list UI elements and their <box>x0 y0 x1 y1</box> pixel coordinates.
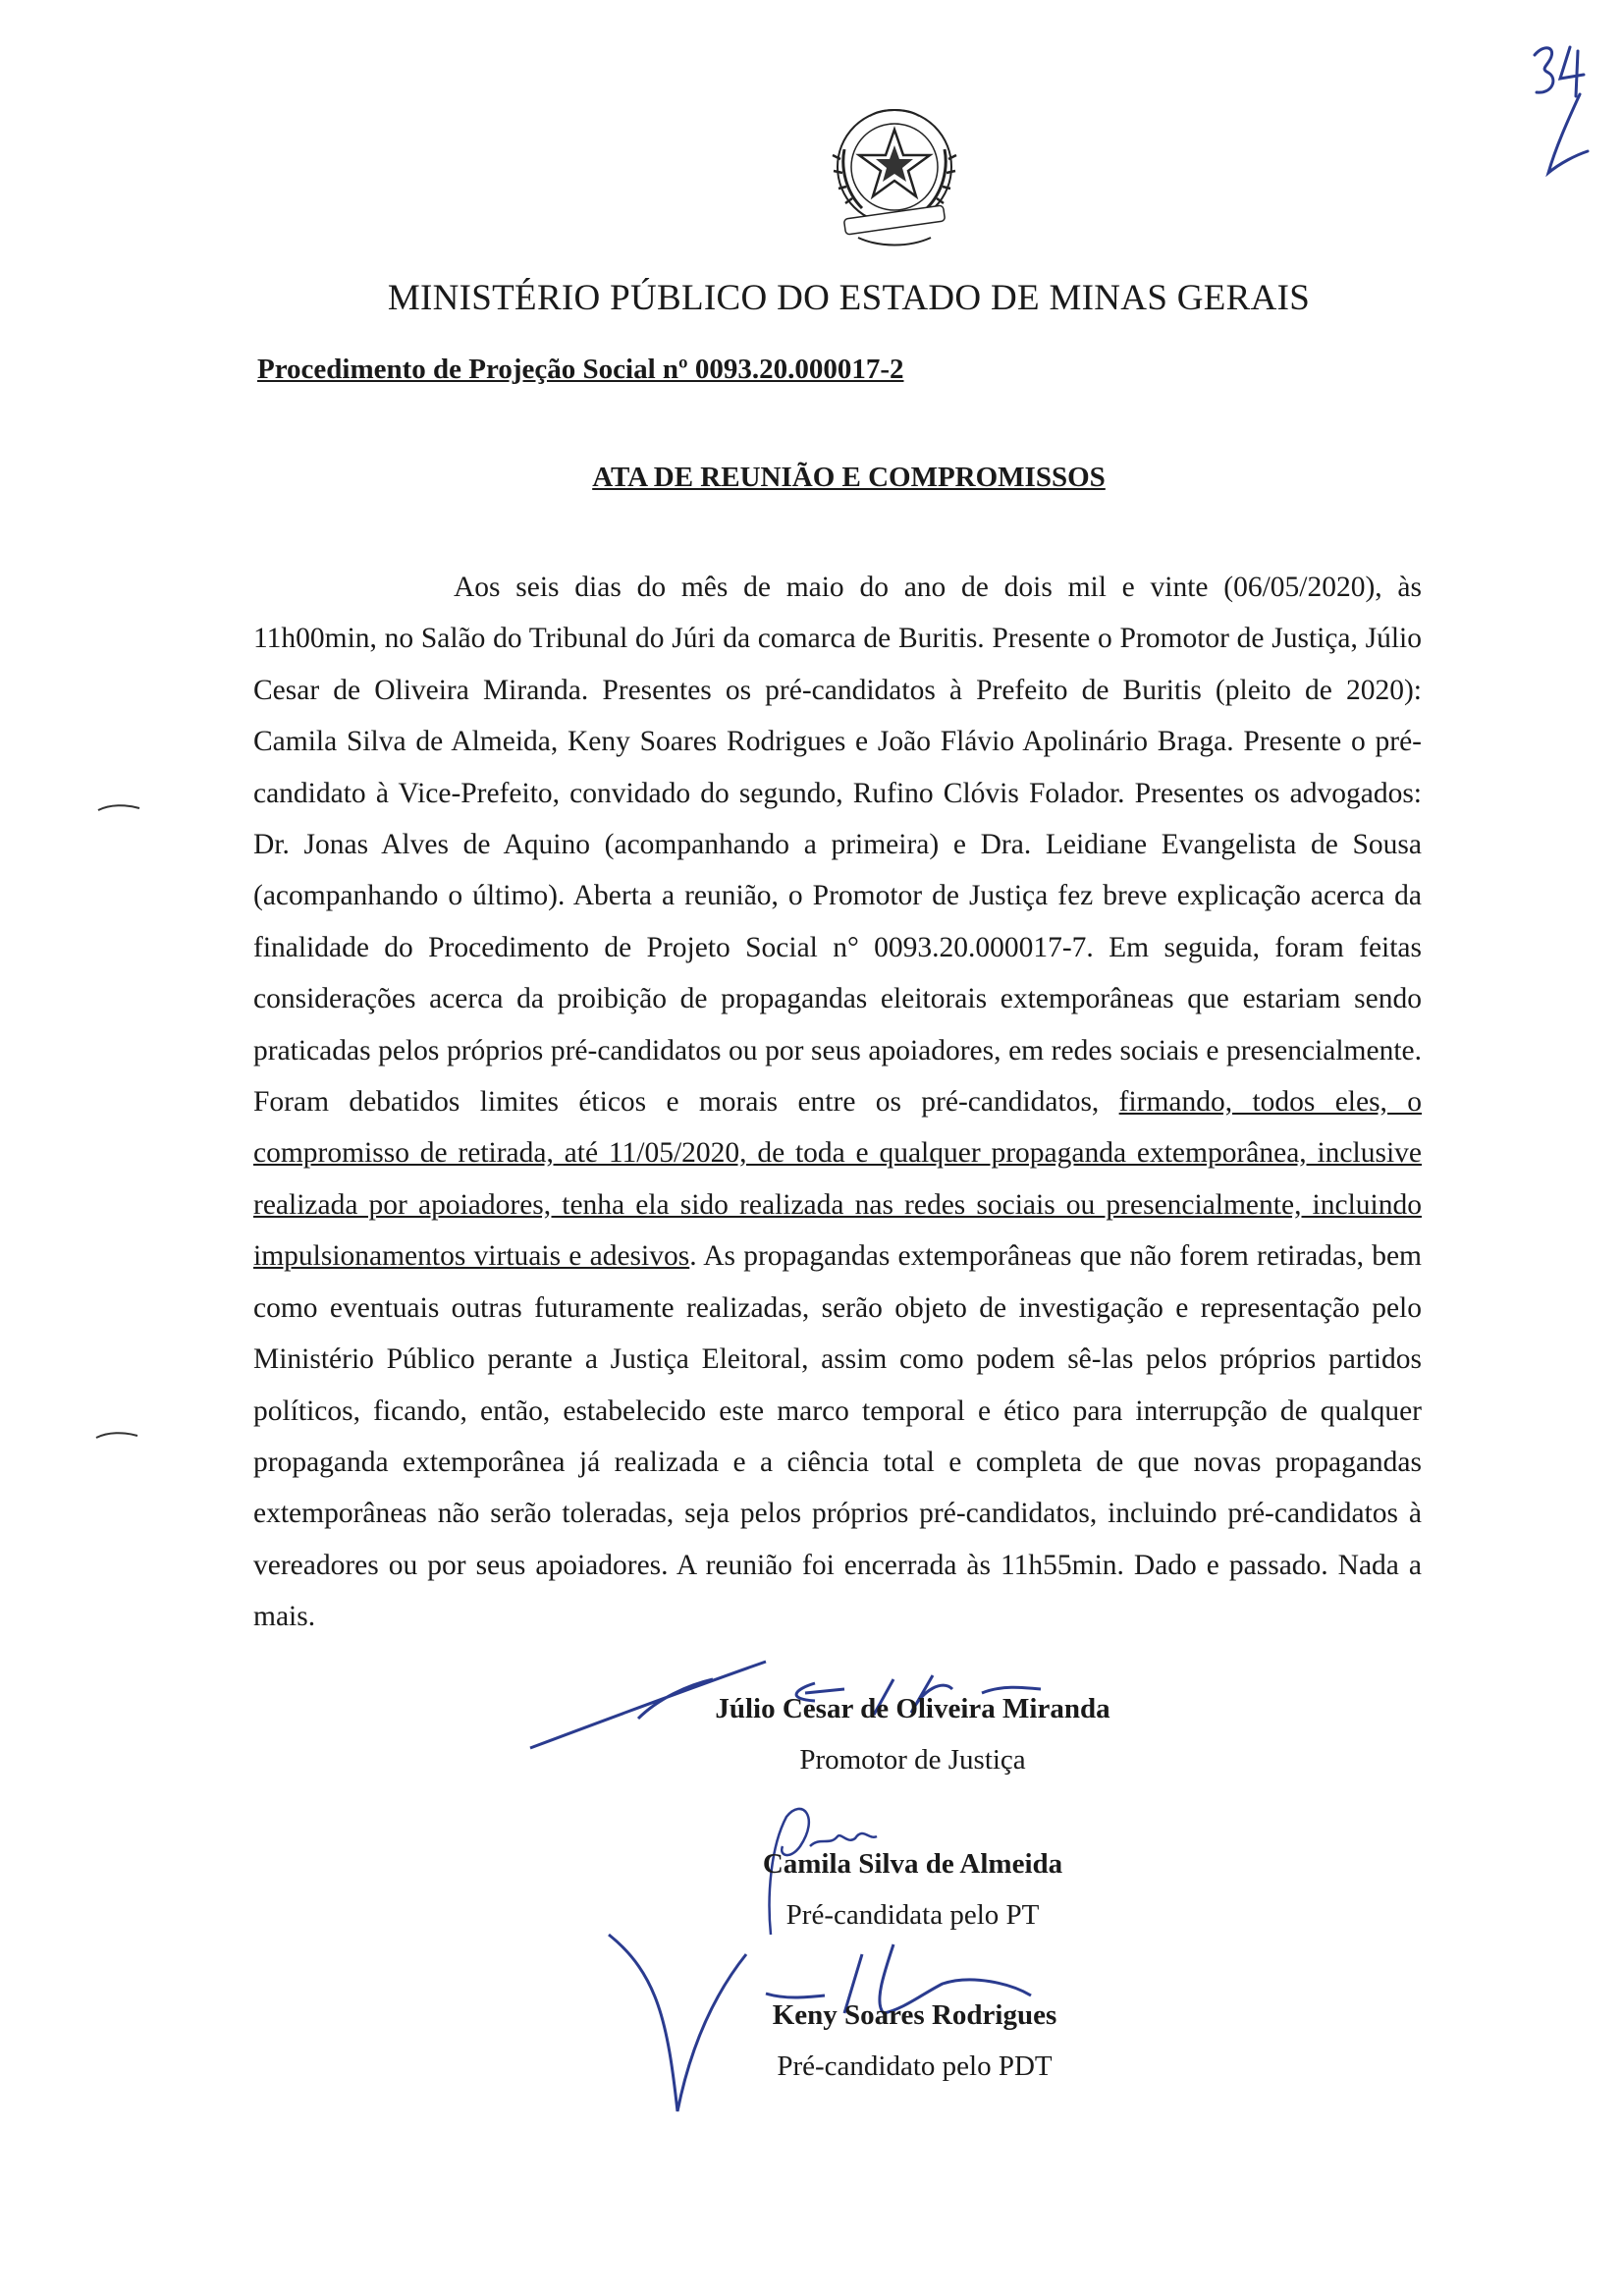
margin-dash-mark <box>94 800 143 820</box>
body-text-end: . As propagandas extemporâneas que não forem retiradas, bem como eventuais outras futuramente realizadas, serão objeto de investigação e representação pelo Ministério Público perante a Justiça Eleitoral, assim como podem sê-las pelos próprios partidos políticos, ficando, então, estabelecido este marco temporal e ético para interrupção de qualquer propaganda extemporânea já realizada e a ciência total e completa de que novas propagandas extemporâneas não serão toleradas, seja pelos próprios pré-candidatos, incluindo pré-candidatos à vereadores ou por seus apoiadores. A reunião foi encerrada às 11h55min. Dado e passado. Nada a mais. <box>253 1240 1422 1633</box>
signatory-role: Pré-candidato pelo PDT <box>777 2050 1053 2082</box>
document-title: ATA DE REUNIÃO E COMPROMISSOS <box>592 462 1106 493</box>
signatory-role: Promotor de Justiça <box>799 1744 1026 1776</box>
signature-block-promotor <box>0 1689 1623 1779</box>
margin-dash-mark <box>92 1426 141 1446</box>
handwritten-page-number <box>1527 37 1596 185</box>
signature-block-keny <box>0 1995 1623 2086</box>
body-text-underlined: firmando, todos eles, o compromisso de retirada, até 11/05/2020, de toda e qualquer propaganda extemporânea, inclusive realizada por apoiadores, tenha ela sido realizada nas redes sociais ou presencialmente, incluindo impulsionamentos virtuais e adesivos <box>253 1086 1422 1273</box>
minutes-body <box>253 562 1422 1643</box>
institution-name: MINISTÉRIO PÚBLICO DO ESTADO DE MINAS GERAIS <box>387 278 1311 318</box>
body-text-start: Aos seis dias do mês de maio do ano de dois mil e vinte (06/05/2020), às 11h00min, no Salão do Tribunal do Júri da comarca de Buritis. Presente o Promotor de Justiça, Júlio Cesar de Oliveira Miranda. Presentes os pré-candidatos à Prefeito de Buritis (pleito de 2020): Camila Silva de Almeida, Keny Soares Rodrigues e João Flávio Apolinário Braga. Presente o pré-candidato à Vice-Prefeito, convidado do segundo, Rufino Clóvis Folador. Presentes os advogados: Dr. Jonas Alves de Aquino (acompanhando a primeira) e Dra. Leidiane Evangelista de Sousa (acompanhando o último). Aberta a reunião, o Promotor de Justiça fez breve explicação acerca da finalidade do Procedimento de Projeto Social n° 0093.20.000017-7. Em seguida, foram feitas considerações acerca da proibição de propagandas eleitorais extemporâneas que estariam sendo praticadas pelos próprios pré-candidatos ou por seus apoiadores, em redes sociais e presencialmente. Foram debatidos limites éticos e morais entre os pré-candidatos, <box>253 572 1422 1119</box>
procedure-number: Procedimento de Projeção Social nº 0093.20.000017-2 <box>257 354 904 385</box>
signatory-name: Júlio Cesar de Oliveira Miranda <box>715 1693 1110 1724</box>
signatory-role: Pré-candidata pelo PT <box>785 1899 1040 1931</box>
signatory-name: Keny Soares Rodrigues <box>772 1999 1057 2031</box>
signature-block-camila <box>0 1844 1623 1935</box>
state-seal-logo <box>811 90 978 257</box>
signatory-name: Camila Silva de Almeida <box>762 1848 1063 1880</box>
